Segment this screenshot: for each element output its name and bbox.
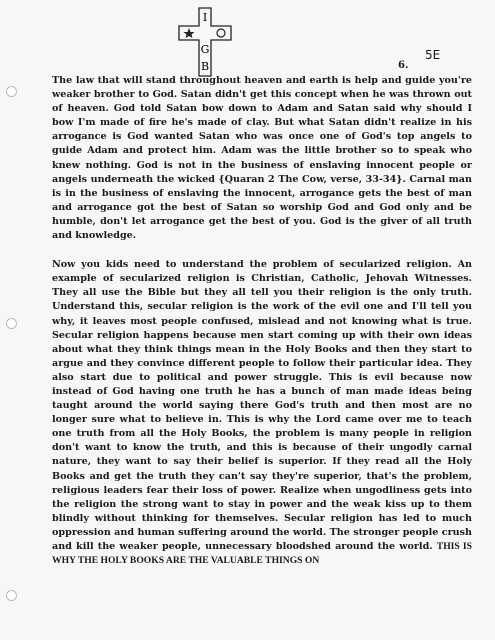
body-text (52, 74, 472, 568)
closing-caps-text: THIS IS WHY THE HOLY BOOKS ARE THE VALUABLE THINGS ON (52, 541, 473, 567)
binder-hole (6, 86, 17, 97)
logo-letter-bottom: B (200, 60, 210, 73)
logo-letter-middle: G (200, 43, 210, 56)
logo-letter-top: I (202, 11, 208, 24)
cross-logo (175, 6, 235, 78)
binder-hole (6, 590, 17, 601)
binder-hole (6, 318, 17, 329)
paragraph-text: Now you kids need to understand the problem of secularized religion. An example of secularized religion is Christian, Catholic, Jehovah Witnesses. They all use the Bible but they all tell you their religion is the only truth. Understand this, secular religion is the work of the evil one and I'll tell you why, it leaves most people confused, mislead and not knowing what is true. Secular religion happens because men start coming up with their own ideas about what they think things mean in the Holy Books and then they start to argue and they convince different people to follow their particular idea. They also start due to political and power struggle. This is evil because now instead of God having one truth he has a bunch of man made ideas being taught around the world saying there God's truth and then most are no longer sure what to believe in. This is why the Lord came over me to teach one truth from all the Holy Books, the problem is many people in religion don't want to know the truth, and this is because of their ungodly carnal nature, they want to say their belief is superior. If they read all the Holy Books and get the truth they can't say they're superior, that's the problem, religious leaders fear their loss of power. Realize when ungodliness gets into the religion the strong want to stay in power and the weak kiss up to them blindly without thinking for themselves. Secular religion has led to much oppression and human suffering around the world. The stronger people crush and kill the weaker people, unnecessary bloodshed around the world. (52, 259, 472, 552)
circle-icon (217, 29, 225, 37)
star-icon (184, 28, 195, 38)
handwritten-annotation: 5E (425, 48, 441, 62)
paragraph (52, 258, 472, 568)
page-number: 6. (398, 60, 409, 71)
paragraph: The law that will stand throughout heaven and earth is help and guide you're weaker brother to God. Satan didn't get this concept when he was thrown out of heaven. God told Satan bow down to Adam and Satan said why should I bow I'm made of fire he's made of clay. But what Satan didn't realize in his arrogance is God wanted Satan who was once one of God's top angels to guide Adam and protect him. Adam was the little brother so to speak who knew nothing. God is not in the business of enslaving innocent people or angels underneath the wicked {Quaran 2 The Cow, verse, 33-34}. Carnal man is in the business of enslaving the innocent, arrogance gets the best of man and arrogance got the best of Satan so worship God and God only and be humble, don't let arrogance get the best of you. God is the giver of all truth and knowledge. (52, 75, 472, 242)
